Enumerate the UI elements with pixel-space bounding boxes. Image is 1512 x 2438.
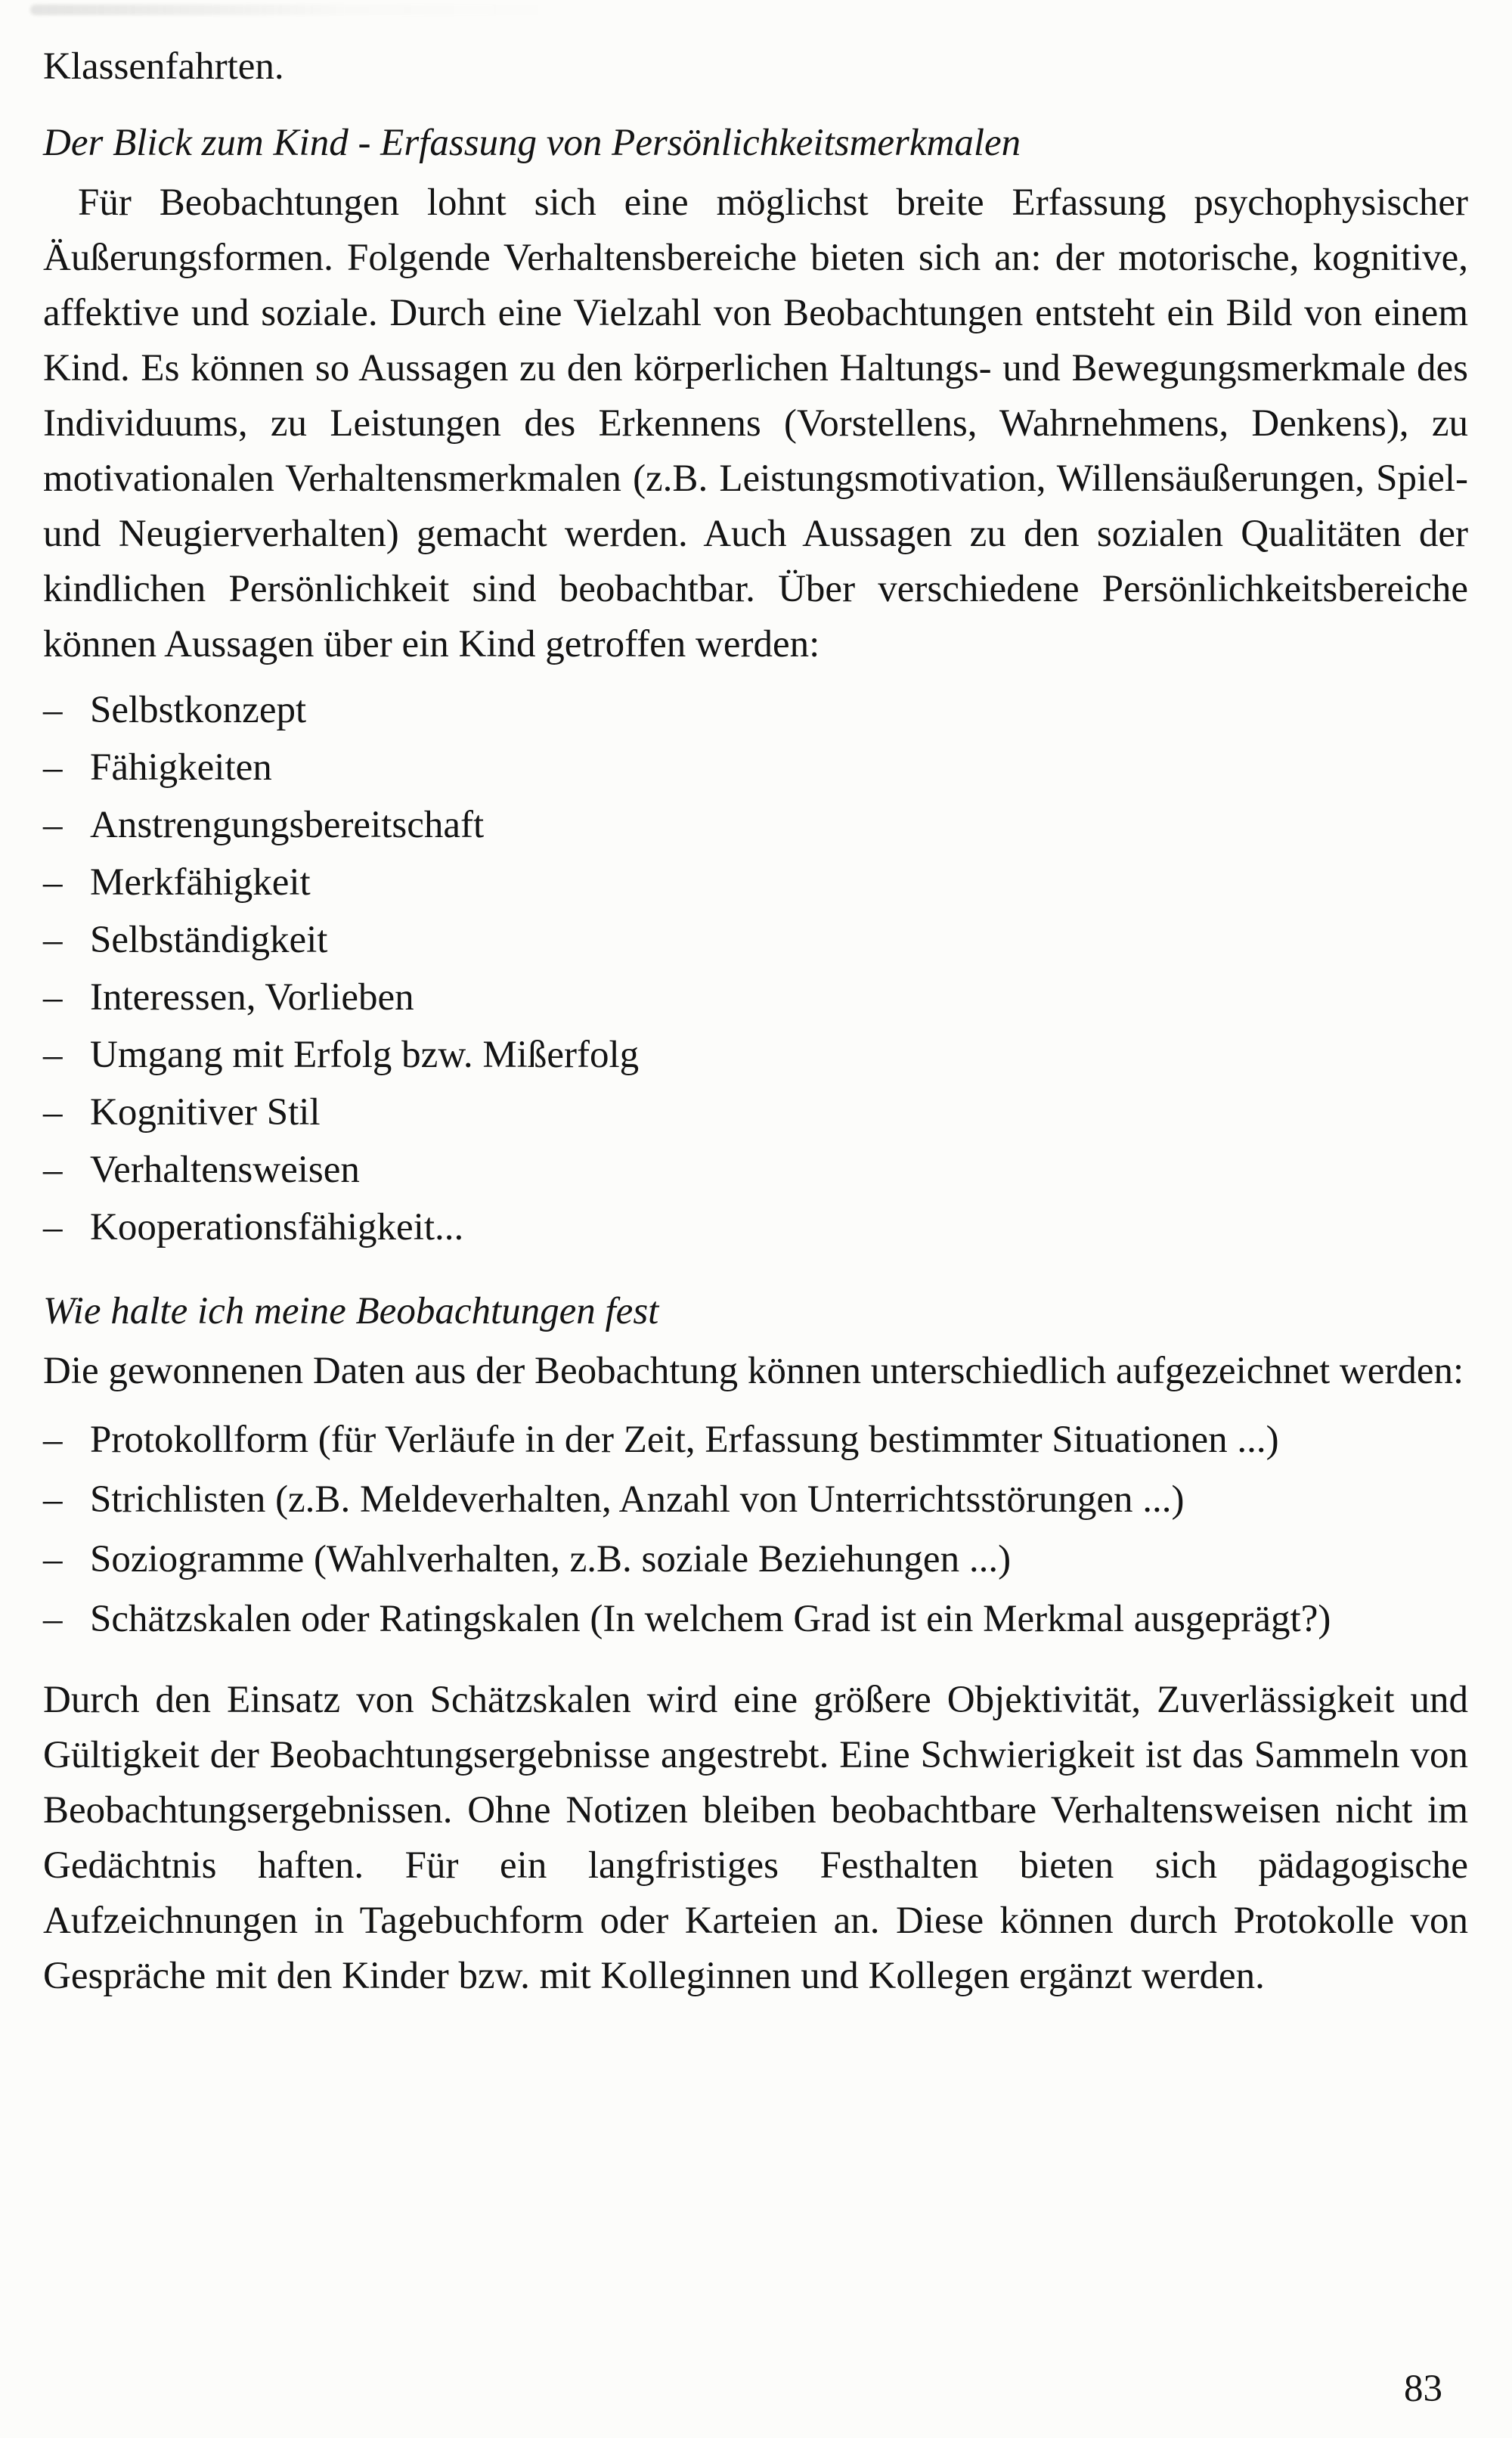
list-item-text: Selbstkonzept xyxy=(90,689,307,731)
list-item-dash: – xyxy=(43,976,63,1019)
list-item xyxy=(43,683,1468,738)
list-item-text: Selbständigkeit xyxy=(90,919,328,961)
page-number: 83 xyxy=(1404,2368,1442,2410)
list-item xyxy=(43,1413,1468,1468)
closing-paragraph: Durch den Einsatz von Schätzskalen wird eine größere Objektivität, Zuverlässigkeit und Gültigkeit der Beobachtungsergebnisse angestrebt. Eine Schwierigkeit ist das Sammeln von Beobachtungsergebnissen. Ohne Notizen bleiben beobachtbare Verhaltensweisen nicht im Gedächtnis haften. Für ein langfristiges Festhalten bieten sich pädagogische Aufzeichnungen in Tagebuchform oder Karteien an. Diese können durch Protokolle von Gespräche mit den Kinder bzw. mit Kolleginnen und Kollegen ergänzt werden. xyxy=(43,1679,1468,1997)
list-item-dash: – xyxy=(43,689,63,731)
list-item xyxy=(43,1028,1468,1083)
list-item-dash: – xyxy=(43,1538,63,1580)
list-item-text: Interessen, Vorlieben xyxy=(90,976,414,1019)
list-item-dash: – xyxy=(43,1419,63,1461)
list-item xyxy=(43,798,1468,853)
list-item-dash: – xyxy=(43,1034,63,1076)
list-item xyxy=(43,913,1468,968)
list-item xyxy=(43,1143,1468,1198)
list-item xyxy=(43,1085,1468,1140)
list-item xyxy=(43,1200,1468,1255)
list-item-dash: – xyxy=(43,1149,63,1191)
list-item-text: Merkfähigkeit xyxy=(90,861,311,904)
list-item-dash: – xyxy=(43,1598,63,1640)
list-item-dash: – xyxy=(43,746,63,789)
list-item-dash: – xyxy=(43,861,63,904)
list-item-text: Protokollform (für Verläufe in der Zeit, Erfassung bestimmter Situationen ...) xyxy=(90,1419,1279,1461)
list-item-text: Kooperationsfähigkeit... xyxy=(90,1206,464,1248)
list-item xyxy=(43,1532,1468,1587)
list-item-text: Fähigkeiten xyxy=(90,746,272,789)
list-item-text: Kognitiver Stil xyxy=(90,1091,321,1134)
section1-paragraph: Für Beobachtungen lohnt sich eine möglichst breite Erfassung psychophysischer Äußerungsformen. Folgende Verhaltensbereiche bieten sich an: der motorische, kognitive, affektive und soziale. Durch eine Vielzahl von Beobachtungen entsteht ein Bild von einem Kind. Es können so Aussagen zu den körperlichen Haltungs- und Bewegungsmerkmale des Individuums, zu Leistungen des Erkennens (Vorstellens, Wahrnehmens, Denkens), zu motivationalen Verhaltensmerkmalen (z.B. Leistungsmotivation, Willensäußerungen, Spiel- und Neugierverhalten) gemacht werden. Auch Aussagen zu den sozialen Qualitäten der kindlichen Persönlichkeit sind beobachtbar. Über verschiedene Persönlichkeitsbereiche können Aussagen über ein Kind getroffen werden: xyxy=(43,181,1468,665)
list-item-text: Umgang mit Erfolg bzw. Mißerfolg xyxy=(90,1034,640,1076)
scan-artifact xyxy=(30,5,559,15)
traits-list xyxy=(43,683,1468,1255)
section1-heading: Der Blick zum Kind - Erfassung von Persönlichkeitsmerkmalen xyxy=(43,122,1021,164)
list-item-text: Anstrengungsbereitschaft xyxy=(90,804,485,846)
list-item-text: Strichlisten (z.B. Meldeverhalten, Anzahl von Unterrichtsstörungen ...) xyxy=(90,1478,1185,1521)
list-item xyxy=(43,1592,1468,1647)
list-item-dash: – xyxy=(43,919,63,961)
recording-methods-list xyxy=(43,1413,1468,1647)
list-item-dash: – xyxy=(43,1478,63,1521)
list-item xyxy=(43,855,1468,910)
list-item xyxy=(43,740,1468,796)
list-item xyxy=(43,1472,1468,1528)
list-item-dash: – xyxy=(43,1091,63,1134)
section2-heading: Wie halte ich meine Beobachtungen fest xyxy=(43,1290,659,1332)
list-item-text: Soziogramme (Wahlverhalten, z.B. soziale Beziehungen ...) xyxy=(90,1538,1012,1580)
list-item-text: Schätzskalen oder Ratingskalen (In welchem Grad ist ein Merkmal ausgeprägt?) xyxy=(90,1598,1331,1640)
list-item xyxy=(43,970,1468,1025)
section2-paragraph: Die gewonnenen Daten aus der Beobachtung können unterschiedlich aufgezeichnet werden: xyxy=(43,1350,1464,1392)
list-item-text: Verhaltensweisen xyxy=(90,1149,360,1191)
page-header: Klassenfahrten. xyxy=(43,45,284,88)
list-item-dash: – xyxy=(43,1206,63,1248)
list-item-dash: – xyxy=(43,804,63,846)
